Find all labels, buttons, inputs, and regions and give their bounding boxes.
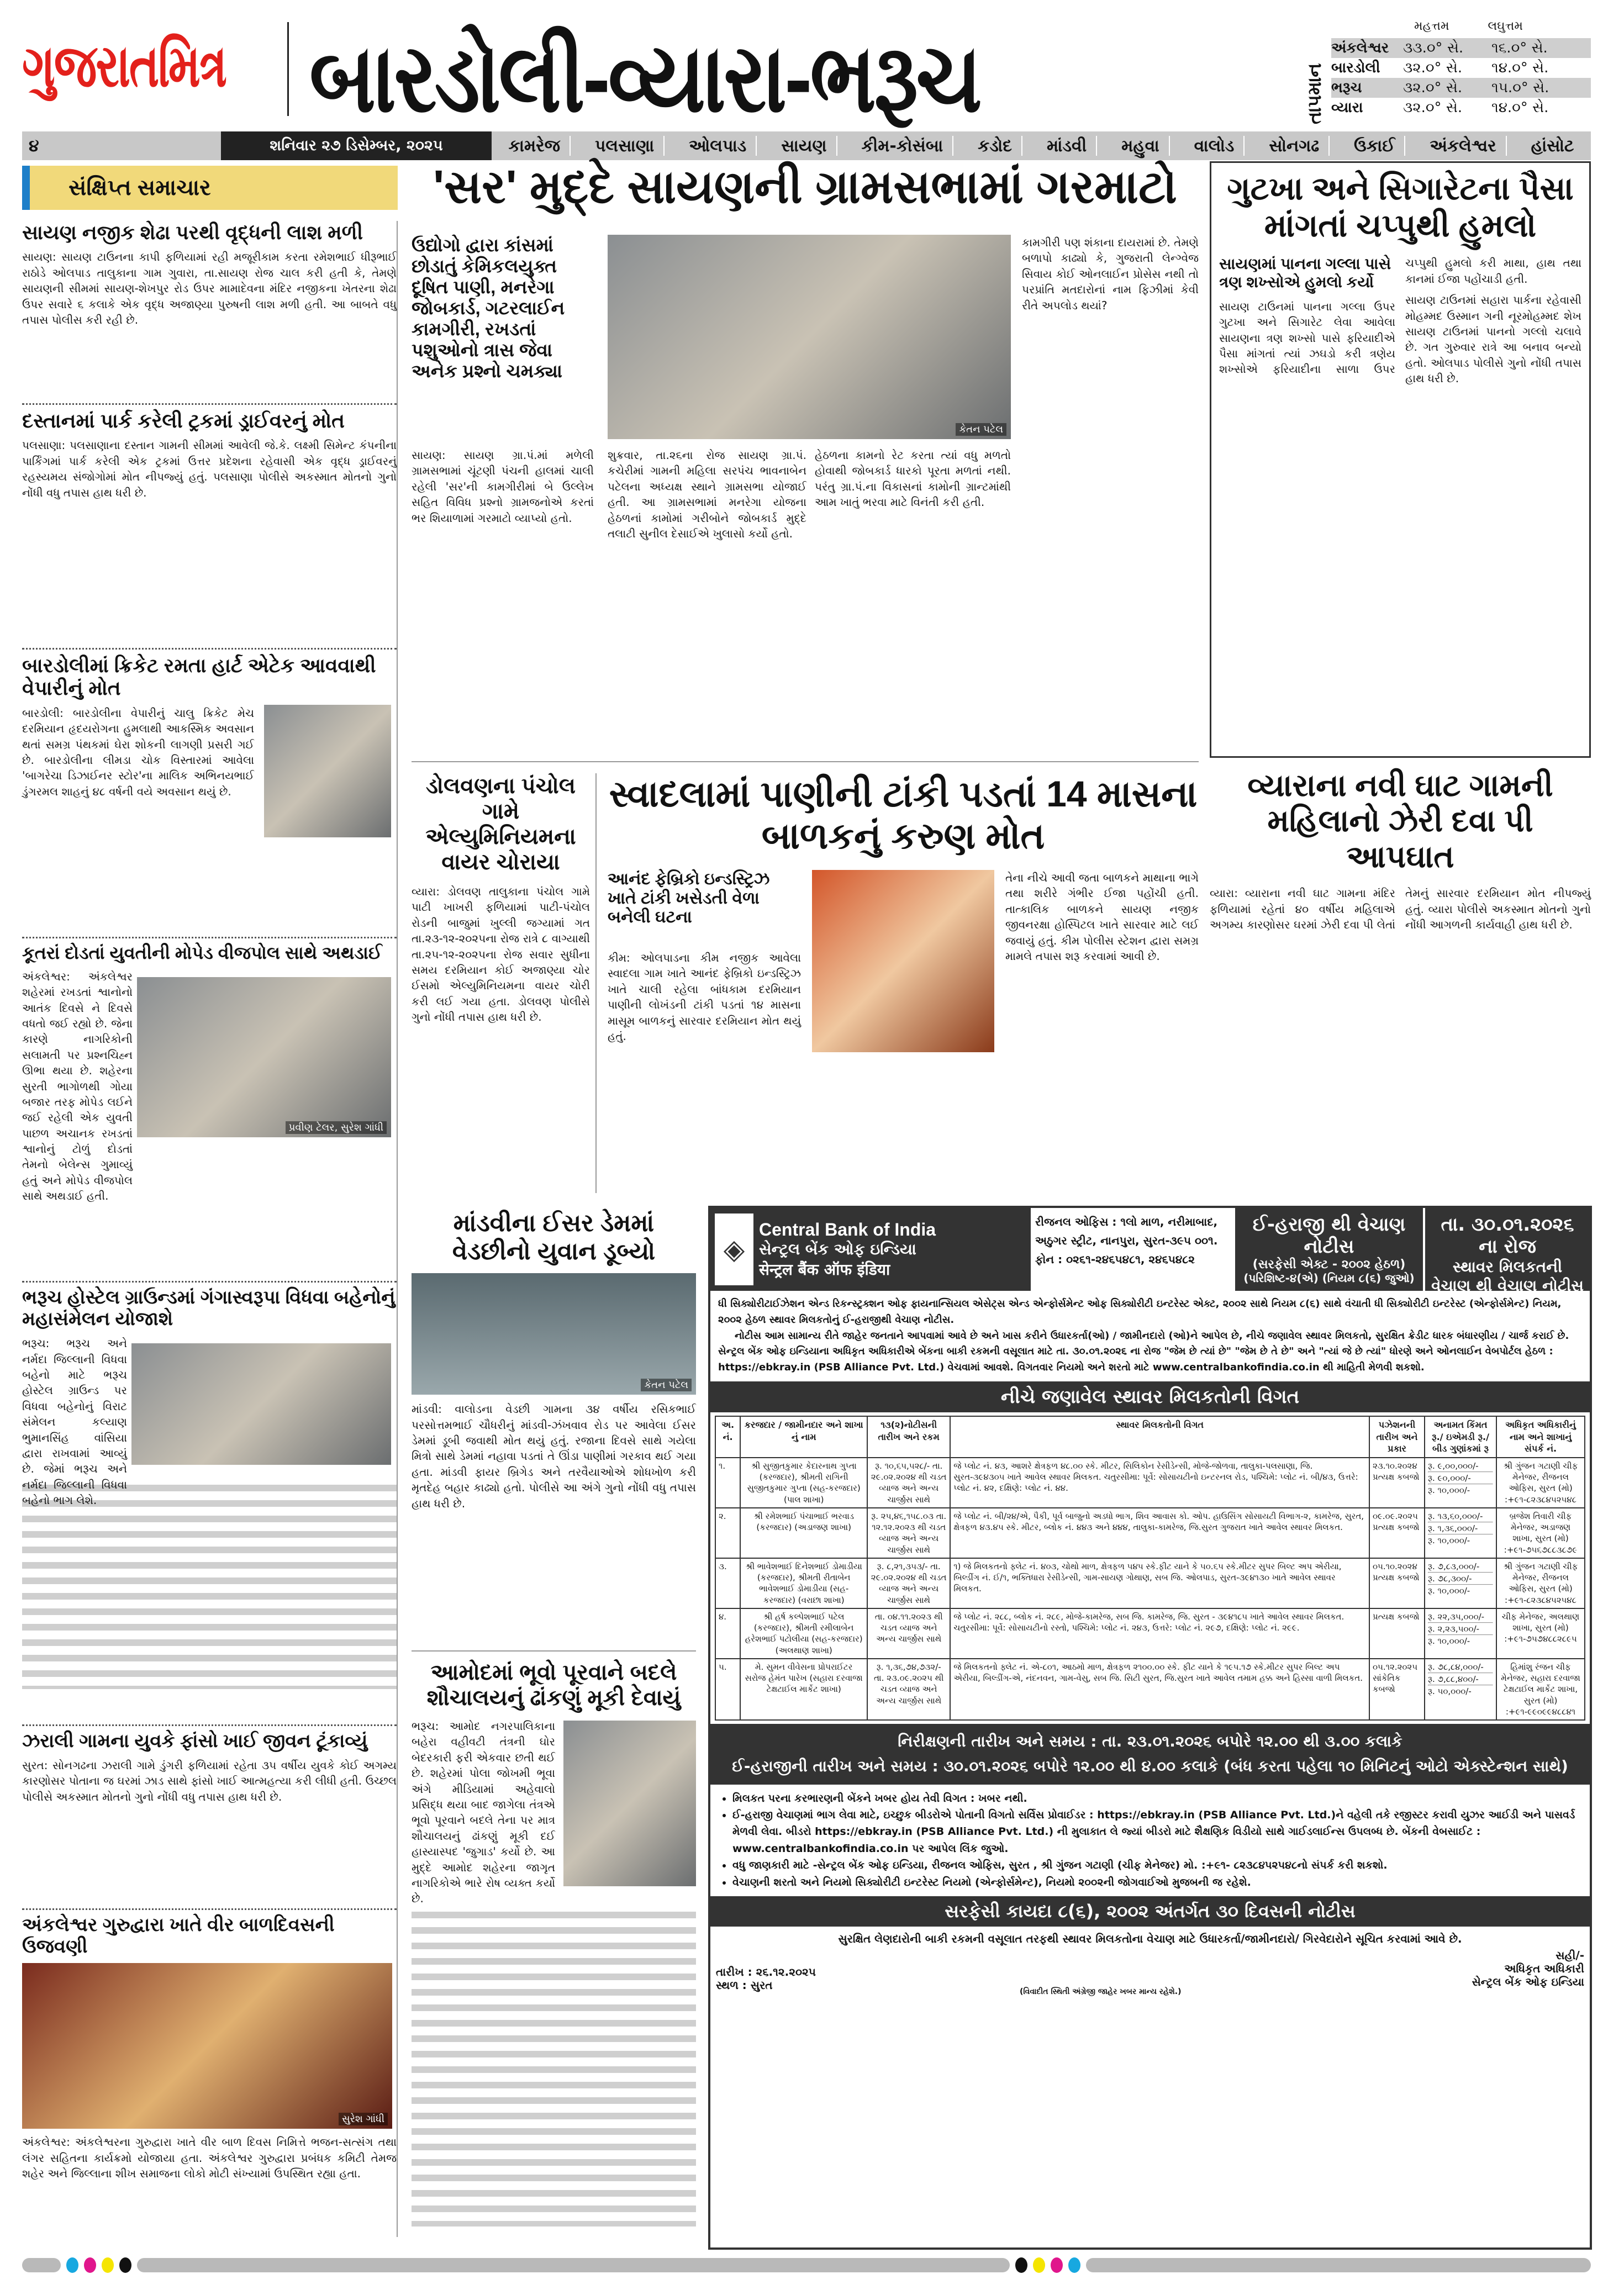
column-header: અ. નં.	[715, 1416, 740, 1458]
gutkha-story	[1210, 161, 1591, 758]
person-photo	[264, 705, 391, 837]
news-photo	[131, 1343, 391, 1465]
min-temp: ૧૪.૦° સે.	[1491, 59, 1549, 76]
headline: ડોલવણના પંચોલ ગામે એલ્યુમિનિયમના વાયર ચોરાયા	[425, 774, 576, 874]
edition-title: બારડોલી-વ્યારા-ભરૂચ	[309, 24, 980, 131]
min-temp: ૧૪.૦° સે.	[1491, 99, 1549, 116]
dolvan-story: ડોલવણના પંચોલ ગામે એલ્યુમિનિયમના વાયર ચોરાયા વ્યારા: ડોલવણ તાલુકાના પંચોલ ગામે પાટી ખાખરી ફળિયામાં પાટી-પંચોલ રોડની બાજુમાં ખુલ્લી જગ્યામાં ગત તા.૨૩-૧૨-૨૦૨૫ના રોજ રાત્રે ૮ વાગ્યાથી તા.૨૫-૧૨-૨૦૨૫ના રોજ સવાર સુધીના સમય દરમિયાન કોઈ અજાણ્યા ચોર ઈસમો એલ્યુમિનિયમના વાયર ચોરી કરી લઈ ગયા હતા. ડોલવણ પોલીસે ગુનો નોંધી તપાસ હાથ ધરી છે.	[412, 773, 597, 1193]
registration-marks	[22, 2256, 1591, 2274]
notice-bullet: • વેચાણની શરતો અને નિયમો સિક્યોરીટી ઇન્ટરેસ્ટ નિયમો (એન્ફોર્સમેન્ટ), નિયમો ૨૦૦૨ની જોગવાઈઓ મુજબની જ રહેશે.	[732, 1874, 1582, 1891]
column-header: અધિકૃત અધિકારીનું નામ અને શાખાનું સંપર્ક નં.	[1496, 1416, 1585, 1458]
nav-item[interactable]: અંકલેશ્વર	[1420, 136, 1506, 156]
weather-row	[1331, 38, 1591, 58]
brief-item: કૂતરાં દોડતાં યુવતીની મોપેડ વીજપોલ સાથે અથડાઈ પ્રવીણ ટેલર, સુરેશ ગાંધી અંકલેશ્વર: અંકલેશ્વર શહેરમાં રખડતાં શ્વાનોનો આતંક દિવસે ને દિવસે વધતો જઈ રહ્યો છે. જેના કારણે નાગરિકોની સલામતી પર પ્રશ્નચિહ્ન ઊભા થયા છે. શહેરના સુરતી ભાગોળથી ગોયા બજાર તરફ મોપેડ લઈને જઈ રહેલી એક યુવતી પાછળ અચાનક રખડતાં શ્વાનોનું ટોળું દોડતાં તેમનો બેલેન્સ ગુમાવ્યું હતું અને મોપેડ વીજપોલ સાથે અથડાઈ હતી.	[22, 938, 397, 1281]
brief-item: ઝરાલી ગામના યુવકે ફાંસો ખાઈ જીવન ટૂંકાવ્યું સુરત: સોનગઢના ઝરાલી ગામે ડુંગરી ફળિયામાં રહેતા ૩૫ વર્ષીય યુવકે કોઈ અગમ્ય કારણોસર પોતાના જ ઘરમાં ઝાડ સાથે ફાંસો ખાઈ આત્મહત્યા કરી લીધી હતી. ઉચ્છલ પોલીસે અકસ્માત મોતનો ગુનો નોંધી વધુ તપાસ હાથ ધરી છે.	[22, 1730, 397, 1803]
headline: વ્યારાના નવી ઘાટ ગામની મહિલાનો ઝેરી દવા પી આપઘાત	[1247, 768, 1553, 874]
nav-item[interactable]: પલસાણા	[586, 136, 665, 156]
swadla-story: સ્વાદલામાં પાણીની ટાંકી પડતાં 14 માસના બાળકનું કરુણ મોત આનંદ ફેબ્રિકો ઇન્ડસ્ટ્રિઝ ખાતે ટાંકી ખસેડતી વેળા બનેલી ઘટના કીમ: ઓલપાડના કીમ નજીક આવેલા સ્વાદલા ગામ ખાતે આનંદ ફેબ્રિકો ઇન્ડસ્ટ્રિઝ ખાતે ચાલી રહેલા બાંધકામ દરમિયાન પાણીની લોખંડની ટાંકી પડતાં ૧૪ માસના માસૂમ બાળકનું સારવાર દરમિયાન મોત થયું હતું. તેના નીચે આવી જતા બાળકને માથાના ભાગે તથા શરીરે ગંભીર ઈજા પહોંચી હતી. તાત્કાલિક બાળકને સાયણ નજીક જીવનરક્ષા હોસ્પિટલ ખાતે સારવાર માટે લઈ જવાયું હતું. કીમ પોલીસ સ્ટેશન દ્વારા સમગ્ર મામલે તપાસ શરૂ કરવામાં આવી છે.	[608, 773, 1199, 1193]
column-header: ૧૩(૨)નોટીસની તારીખ અને રકમ	[867, 1416, 950, 1458]
notice-bullet: • મિલકત પરના કરભારણની બેંકને ખબર હોય તેવી વિગત : ખબર નથી.	[732, 1790, 1582, 1807]
column-header: કરજદાર / જામીનદાર અને શાખા નું નામ	[740, 1416, 867, 1458]
city: બારડોલી	[1331, 59, 1380, 76]
table-row: ૧. શ્રી સુજીતકુમાર કેદારનાથ ગુપ્તા (કરજદાર), શ્રીમતી રાગિની સુજીતકુમાર ગુપ્તા (સહ-કરજદાર) (પાલ શાખા) રૂ. ૧૦,૬૫,૫૨૮/- તા. ૨૯.૦૨.૨૦૨૪ થી ચડત વ્યાજ અને અન્ય ચાર્જીસ સાથે જે પ્લોટ નં. ૪૩, આશરે ક્ષેત્રફળ ૪૮.૦૦ સ્કે. મીટર, સિલિકોન રેસીડેન્સી, મોજે-જોળવા, તાલુકા-પલસાણા, જિ. સુરત-૩૯૪૩૦૫ ખાતે આવેલ સ્થાવર મિલકત. ચતુરસીમા: પૂર્વે: સોસાયટીનો ઇન્ટરનલ રોડ, પશ્ચિમે: પ્લોટ નં. બી/૪૩, ઉત્તરે: પ્લોટ નં. ૪૨, દક્ષિણે: પ્લોટ નં. ૪૪. ૨૩.૧૦.૨૦૨૪ પ્રત્યક્ષ કબજો રૂ. ૯,૦૦,૦૦૦/- રૂ. ૯૦,૦૦૦/- રૂ. ૧૦,૦૦૦/- શ્રી ગુંજન ગટાણી ચીફ મેનેજર, રીજનલ ઓફિસ, સુરત (મો) :+૯૧-૮૨૩૮૪૫૨૫૪૮	[715, 1458, 1585, 1508]
min-temp: ૧૫.૦° સે.	[1491, 79, 1549, 96]
column-header: સ્થાવર મિલકતોની વિગત	[950, 1416, 1369, 1458]
weather-label: તાપમાન	[1304, 63, 1326, 125]
nav-item[interactable]: સાયણ	[772, 136, 837, 156]
deck: આનંદ ફેબ્રિકો ઇન્ડસ્ટ્રિઝ ખાતે ટાંકી ખસેડતી વેળા બનેલી ઘટના	[608, 870, 770, 926]
child-photo	[812, 870, 994, 1052]
property-table	[715, 1416, 1585, 1721]
min-temp: ૧૬.૦° સે.	[1491, 39, 1548, 56]
news-photo: પ્રવીણ ટેલર, સુરેશ ગાંધી	[137, 977, 391, 1137]
dam-photo: કેતન પટેલ	[412, 1273, 696, 1395]
nav-item[interactable]: કામરેજ	[499, 136, 571, 156]
min-label: લઘુત્તમ	[1488, 19, 1523, 33]
bank-auction-notice: ◈ Central Bank of India સેન્ટ્રલ બેંક ઓફ ઇન્ડિયા सेन्ट्रल बैंक ऑफ इंडिया રીજનલ ઓફિસ : ૧લો માળ, નરીમાબાદ, અઠુગર સ્ટ્રીટ, નાનપુરા, સુરત-૩૯૫ ૦૦૧. ફોન : ૦૨૬૧-૨૪૬૫૪૮૧, ૨૪૬૫૪૮૨ ઈ-હરાજી થી વેચાણ નોટીસ (સરફેસી એક્ટ - ૨૦૦૨ હેઠળ) (પરિશિષ્ટ-૪(એ) (નિયમ ૮(૬) જુઓ) તા. ૩૦.૦૧.૨૦૨૬ ના રોજ સ્થાવર મિલકતની વેચાણ થી વેચાણ નોટીસ ધી સિક્યોરીટાઈઝેશન એન્ડ રિકન્સ્ટ્રક્શન ઓફ ફાયનાન્સિયલ એસેટ્સ એન્ડ એન્ફોર્સમેન્ટ ઓફ સિક્યોરીટી ઇન્ટરેસ્ટ એક્ટ, ૨૦૦૨ સાથે નિયમ ૮(૬) સાથે વંચાતી ધી સિક્યોરીટી ઇન્ટરેસ્ટ (એન્ફોર્સમેન્ટ) નિયમ, ૨૦૦૨ હેઠળ સ્થાવર મિલકતોનું ઈ-હરાજીથી વેચાણ નોટીસ. નોટીસ આમ સામાન્ય રીતે જાહેર જનતાને આપવામાં આવે છે અને ખાસ કરીને ઉધારકર્તા(ઓ) / જામીનદારો (ઓ)ને આપેલ છે, નીચે જણાવેલ સ્થાવર મિલકતો, સુરક્ષિત ક્રેડીટ ધારક બંધારણીય / ચાર્જ કરાઈ છે. સેન્ટ્રલ બેંક ઓફ ઇન્ડિયાના અધિકૃત અધિકારીએ બેંકના બાકી રકમની વસૂલાત માટે તા. ૩૦.૦૧.૨૦૨૬ ના રોજ "જેમ છે ત્યાં છે" "જેમ છે તે છે" અને "ત્યાં જે છે ત્યાં" ધોરણે અને ઓનલાઈન વેબપોર્ટલ હેઠળ : https://ebkray.in (PSB Alliance Pvt. Ltd.) વેચવામાં આવશે. વિગતવાર નિયમો અને શરતો માટે www.centralbankofindia.co.in થી માહિતી મેળવી શકશો. નીચે જણાવેલ સ્થાવર મિલકતોની વિગત અ. નં. કરજદાર / જામીનદાર અને શાખા નું નામ ૧૩(૨)નોટીસની તારીખ અને રકમ સ્થાવર મિલકતોની વિગત પઝેશનની તારીખ અને પ્રકાર અનામત કિંમત રૂ./ ઇએમડી રૂ./ બીડ ગુણાંકમાં રૂ અધિકૃત અધિકારીનું નામ અને શાખાનું સંપર્ક નં. ૧. શ્રી સુજીતકુમાર કેદારનાથ ગુપ્તા (કરજદાર), શ્રીમતી રાગિની સુજીતકુમાર ગુપ્તા (સહ-કરજદાર) (પાલ શાખા) રૂ. ૧૦,૬૫,૫૨૮/- તા. ૨૯.૦૨.૨૦૨૪ થી ચડત વ્યાજ અને અન્ય ચાર્જીસ સાથે જે પ્લોટ નં. ૪૩, આશરે ક્ષેત્રફળ ૪૮.૦૦ સ્કે. મીટર, સિલિકોન રેસીડેન્સી, મોજે-જોળવા, તાલુકા-પલસાણા, જિ. સુરત-૩૯૪૩૦૫ ખાતે આવેલ સ્થાવર મિલકત. ચતુરસીમા: પૂર્વે: સોસાયટીનો ઇન્ટરનલ રોડ, પશ્ચિમે: પ્લોટ નં. બી/૪૩, ઉત્તરે: પ્લોટ નં. ૪૨, દક્ષિણે: પ્લોટ નં. ૪૪. ૨૩.૧૦.૨૦૨૪ પ્રત્યક્ષ કબજો રૂ. ૯,૦૦,૦૦૦/- રૂ. ૯૦,૦૦૦/- રૂ. ૧૦,૦૦૦/- શ્રી ગુંજન ગટાણી ચીફ મેનેજર, રીજનલ ઓફિસ, સુરત (મો) :+૯૧-૮૨૩૮૪૫૨૫૪૮ ૨. શ્રી રમેશભાઈ પંચાભાઈ ભરવાડ (કરજદાર) (અડાજણ શાખા) રૂ. ૨૫,૪૬,૧૫૮.૦૩ તા. ૧૨.૧૨.૨૦૨૩ થી ચડત વ્યાજ અને અન્ય ચાર્જીસ સાથે જે પ્લોટ નં. બી/૨૪/એ, પૈકી, પૂર્વ બાજુનો અડધો ભાગ, શિવ આવાસ કો. ઓપ. હાઉસિંગ સોસાયટી વિભાગ-૨, કામરેજ, સુરત, ક્ષેત્રફળ ૪૩.૪૫ સ્કે. મીટર, બ્લોક નં. ૪૪૩ અને ૪૪૪, તાલુકા-કામરેજ, જિ.સુરત ગુજરાત ખાતે આવેલ સ્થાવર મિલકત. ૦૯.૦૯.૨૦૨૫ પ્રત્યક્ષ કબજો રૂ. ૧૩,૬૦,૦૦૦/- રૂ. ૧,૩૬,૦૦૦/- રૂ. ૧૦,૦૦૦/- બ્રજેશ તિવારી ચીફ મેનેજર, અડાજણ શાખા, સુરત (મો) :+૯૧-૭૫૬૭૮૮૩૮૭૯ ૩. શ્રી ભાવેશભાઈ દિનેશભાઈ ડોમાડીયા (કરજદાર), શ્રીમતી રીતાબેન ભાવેશભાઈ ડોમાડીયા (સહ-કરજદાર) (વરાછા શાખા) રૂ. ૮,૨૧,૩૫૩/- તા. ૨૯.૦૨.૨૦૨૪ થી ચડત વ્યાજ અને અન્ય ચાર્જીસ સાથે ૧) જે મિલકતનો ફ્લેટ નં. ૪૦૩, ચોથો માળ, ક્ષેત્રફળ ૫૪૫ સ્કે.ફીટ યાને કે ૫૦.૬૫ સ્કે.મીટર સુપર બિલ્ટ અપ એરીયા, બિલ્ડીંગ નં. ઈ/૧, ભક્તિધારા રેસીડેન્સી, ગામ-સાયણ ગોથાણ, સબ જિ. ઓલપાડ, સુરત-૩૯૪૧૩૦ ખાતે આવેલ સ્થાવર મિલકત. ૦૫.૧૦.૨૦૨૪ પ્રત્યક્ષ કબજો રૂ. ૭,૮૩,૦૦૦/- રૂ. ૭૮,૩૦૦/- રૂ. ૧૦,૦૦૦/- શ્રી ગુંજન ગટાણી ચીફ મેનેજર, રીજનલ ઓફિસ, સુરત (મો) :+૯૧-૮૨૩૮૪૫૨૫૪૮ ૪. શ્રી હર્ષ કલ્પેશભાઈ પટેલ (કરજદાર), શ્રીમતી રમીલાબેન હરેશભાઈ પટોલીયા (સહ-કરજદાર) (અલથાણ શાખા) તા. ૦૪.૧૧.૨૦૨૩ થી ચડત વ્યાજ અને અન્ય ચાર્જીસ સાથે જે પ્લોટ નં. ૨૮૮, બ્લોક નં. ૨૮૯, મોજે-કામરેજ, સબ જિ. કામરેજ, જિ. સુરત - ૩૯૪૧૮૫ ખાતે આવેલ સ્થાવર મિલકત. ચતુરસીમા: પૂર્વે: સોસાયટીનો રસ્તો, પશ્ચિમે: પ્લોટ નં. ૨૪૩, ઉત્તરે: પ્લોટ નં. ૨૯૭, દક્ષિણે: પ્લોટ નં. ૨૯૯. પ્રત્યક્ષ કબજો રૂ. ૨૨,૩૫,૦૦૦/- રૂ. ૨,૨૩,૫૦૦/- રૂ. ૧૦,૦૦૦/- ચીફ મેનેજર, અલથાણ શાખા, સુરત (મો) :+૯૧-૭૫૭૪૮૮૨૮૯૫ ૫. મે. સુમન વીવેસના પ્રોપરાઈટર સરોજ હેમંત પારેખ (સહારા દરવાજા ટેક્ષટાઈલ માર્કેટ શાખા) રૂ. ૧,૩૬,૭૪,૭૩૨/- તા. ૨૩.૦૯.૨૦૨૫ થી ચડત વ્યાજ અને અન્ય ચાર્જીસ સાથે જે મિલકતનો ફ્લેટ નં. એ-૮૦૧, આઠમો માળ, ક્ષેત્રફળ ૨૧૦૦.૦૦ સ્કે. ફીટ યાને કે ૧૯૫.૧૭ સ્કે.મીટર સુપર બિલ્ટ અપ એરીયા, બિલ્ડીંગ-એ, નંદનવન, ગામ-વેસુ, સબ જિ. સિટી સુરત, જિ.સુરત ખાતે આવેલ તમામ હક્ક અને હિસ્સા વાળી મિલકત. ૦૫.૧૨.૨૦૨૫ સાંકેતિક કબજો રૂ. ૭૮,૮૪,૦૦૦/- રૂ. ૭,૮૮,૪૦૦/- રૂ. ૫૦,૦૦૦/- હિમાંશુ રંજન ચીફ મેનેજર, સહારા દરવાજા ટેક્ષટાઈલ માર્કેટ શાખા, સુરત (મો) :+૯૧-૯૯૦૯૯૪૮૮૪૧ નિરીક્ષણની તારીખ અને સમય : તા. ૨૩.૦૧.૨૦૨૬ બપોરે ૧૨.૦૦ થી ૩.૦૦ કલાકે ઈ-હરાજીની તારીખ અને સમય : ૩૦.૦૧.૨૦૨૬ બપોરે ૧૨.૦૦ થી ૪.૦૦ કલાકે (બંધ કરતા પહેલા ૧૦ મિનિટનું ઓટો એક્સ્ટેન્શન સાથે) • મિલકત પરના કરભારણની બેંકને ખબર હોય તેવી વિગત : ખબર નથી. • ઈ-હરાજી વેચાણમાં ભાગ લેવા માટે, ઇચ્છુક બીડરોએ પોતાની વિગતો સર્વિસ પ્રોવાઈડર : https://ebkray.in (PSB Alliance Pvt. Ltd.)ને વહેલી તકે રજીસ્ટર કરાવી યુઝર આઈડી અને પાસવર્ડ મેળવી લેવા. બીડરો https://ebkray.in (PSB Alliance Pvt. Ltd.) ની મુલાકાત લે જ્યાં બીડરો માટે શૈક્ષણિક વિડીયો સાથે ગાઈડલાઈન્સ ઉપલબ્ધ છે. બેંકની વેબસાઈટ : www.centralbankofindia.co.in પર આપેલ લિંક જુઓ. • વધુ જાણકારી માટે -સેન્ટ્રલ બેંક ઓફ ઇન્ડિયા, રીજનલ ઓફિસ, સુરત , શ્રી ગુંજન ગટાણી (ચીફ મેનેજર) મો. :+૯૧- ૮૨૩૮૪૫૨૫૪૮નો સંપર્ક કરી શકશો. • વેચાણની શરતો અને નિયમો સિક્યોરીટી ઇન્ટરેસ્ટ નિયમો (એન્ફોર્સમેન્ટ), નિયમો ૨૦૦૨ની જોગવાઈઓ મુજબની જ રહેશે. સરફેસી કાયદા ૮(૬), ૨૦૦૨ અંતર્ગત ૩૦ દિવસની નોટીસ સુરક્ષિત લેણદારોની બાકી રકમની વસૂલાત તરફથી સ્થાવર મિલકતોના વેચાણ માટે ઉધારકર્તા/જામીનદારો/ ગિરવેદારોને સૂચિત કરવામાં આવે છે. તારીખ : ૨૬.૧૨.૨૦૨૫ સ્થળ : સુરત (વિવાદીત સ્થિતી અંગ્રેજી જાહેર ખબર માન્ય રહેશે.) સહી/- અધિકૃત અધિકારી સેન્ટ્રલ બેંક ઓફ ઇન્ડિયા	[708, 1206, 1592, 2250]
gram-sabha-photo: કેતન પટેલ	[608, 235, 1011, 439]
deck: ઉદ્યોગો દ્વારા કાંસમાં છોડાતું કેમિકલયુક્ત દૂષિત પાણી, મનરેગા જોબકાર્ડ, ગટરલાઈન કામગીરી, રખડતાં પશુઓનો ત્રાસ જેવા અનેક પ્રશ્નો ચમક્યા	[412, 235, 565, 381]
notice-bullet: • વધુ જાણકારી માટે -સેન્ટ્રલ બેંક ઓફ ઇન્ડિયા, રીજનલ ઓફિસ, સુરત , શ્રી ગુંજન ગટાણી (ચીફ મેનેજર) મો. :+૯૧- ૮૨૩૮૪૫૨૫૪૮નો સંપર્ક કરી શકશો.	[732, 1857, 1582, 1874]
max-temp: ૩૨.૦° સે.	[1403, 79, 1463, 96]
brief-item: સાયણ નજીક શેઢા પરથી વૃદ્ધની લાશ મળી સાયણ: સાયણ ટાઉનના કાપી ફળિયામાં રહી મજૂરીકામ કરતા રમેશભાઈ ધીરૂભાઈ રાઠોડે ઓલપાડ તાલુકાના ગામ ગુવારા, તા.સાયણ રોજ ચાલ કરી હતી કે, તેમણે સાયણની સીમમાં સાયણ-શેખપુર રોડ ઉપર મામાદેવના મંદિર નજીકના ખેતરના શેઢા ઉપર સવારે ૬ કલાકે એક વૃદ્ધ અજાણ્યા પુરુષની લાશ મળી હતી. આ બાબતે વધુ તપાસ પોલીસ કરી રહી છે.	[22, 221, 397, 326]
headline: ગુટખા અને સિગારેટના પૈસા માંગતાં ચપ્પુથી હુમલો	[1227, 171, 1574, 244]
nav-item[interactable]: મહુવા	[1112, 136, 1170, 156]
headline: આમોદમાં ભૂવો પૂરવાને બદલે શૌચાલયનું ઢાંકણું મૂકી દેવાયું	[426, 1660, 681, 1710]
nav-item[interactable]: હાંસોટ	[1531, 136, 1574, 156]
nav-item[interactable]: માંડવી	[1037, 136, 1097, 156]
brief-item: અંકલેશ્વર ગુરુદ્વારા ખાતે વીર બાળદિવસની ઉજવણી સુરેશ ગાંધી અંકલેશ્વર: અંકલેશ્વરના ગુરુદ્વારા ખાતે વીર બાળ દિવસ નિમિત્તે ભજન-સત્સંગ તથા લંગર સહિતના કાર્યક્રમો યોજાયા હતા. અંકલેશ્વર ગુરુદ્વારા પ્રબંધક કમિટી તેમજ શહેર અને જિલ્લાના શીખ સમાજના લોકો મોટી સંખ્યામાં ઉપસ્થિત રહ્યા હતા.	[22, 1914, 397, 2180]
section-nav	[22, 131, 1591, 160]
briefs-column	[22, 221, 398, 2237]
bank-logo-icon: ◈	[715, 1213, 753, 1285]
nav-item[interactable]: વાલોડ	[1185, 136, 1245, 156]
city: વ્યારા	[1331, 99, 1363, 116]
city: અંકલેશ્વર	[1331, 39, 1389, 56]
column-header: પઝેશનની તારીખ અને પ્રકાર	[1369, 1416, 1425, 1458]
max-label: મહત્તમ	[1414, 19, 1449, 33]
weather-row	[1331, 98, 1591, 118]
headline: સ્વાદલામાં પાણીની ટાંકી પડતાં 14 માસના બાળકનું કરુણ મોત	[609, 773, 1198, 856]
weather-row	[1331, 78, 1591, 98]
paragraph: સાયણ ટાઉનમાં સહારા પાર્કના રહેવાસી મોહમ્મદ ઉસ્માન ગની નૂરમોહમ્મદ શેખ સાયણ ટાઉનમાં પાનનો ગલ્લો ચલાવે છે. ગત ગુરુવાર રાત્રે આ બનાવ બન્યો હતો. ઓલપાડ પોલીસે ગુનો નોંધી તપાસ હાથ ધરી છે.	[1405, 293, 1581, 386]
main-story: 'સર' મુદ્દે સાયણની ગ્રામસભામાં ગરમાટો ઉદ્યોગો દ્વારા કાંસમાં છોડાતું કેમિકલયુક્ત દૂષિત પાણી, મનરેગા જોબકાર્ડ, ગટરલાઈન કામગીરી, રખડતાં પશુઓનો ત્રાસ જેવા અનેક પ્રશ્નો ચમક્યા કેતન પટેલ કામગીરી પણ શંકાના દાયરામાં છે. તેમણે બળાપો કાઢ્યો કે, ગુજરાતી લેન્ગ્વેજ સિવાય કોઈ ઓનલાઈન પ્રોસેસ નથી તો પરપ્રાંતિ મતદારોનાં નામ ફિઝીમાં કેવી રીતે અપલોડ થયાં? સાયણ: સાયણ ગ્રા.પં.માં મળેલી ગ્રામસભામાં ચૂંટણી પંચની હાલમાં ચાલી રહેલી 'સર'ની કામગીરીમાં બે ઉલ્લેખ સહિત વિવિધ પ્રશ્નો ગ્રામજનોએ કરતાં ભર શિયાળામાં ગરમાટો વ્યાપ્યો હતો. શુક્રવાર, તા.૨૬ના રોજ સાયણ ગ્રા.પં. કચેરીમાં ગામની મહિલા સરપંચ ભાવનાબેન પટેલના અધ્યક્ષ સ્થાને ગ્રામસભા યોજાઈ હતી. આ ગ્રામસભામાં મનરેગા યોજના હેઠળનાં કામોમાં ગરીબોને જોબકાર્ડ મુદ્દે તલાટી સુનીલ દેસાઈએ ખુલાસો કર્યો હતો. હેઠળના કામનો રેટ કરતા ત્યાં વધુ મળતો હોવાથી જોબકાર્ડ ધારકો પૂરતા મળતાં નથી. પરંતુ ગ્રા.પં.ના વિકાસનાં કામોની ગ્રાન્ટમાંથી આમ ખાતું ભરવા માટે વિનંતી કરી હતી.	[412, 160, 1199, 762]
max-temp: ૩૨.૦° સે.	[1403, 99, 1463, 116]
bank-brand: ◈ Central Bank of India સેન્ટ્રલ બેંક ઓફ ઇન્ડિયા सेन्ट्रल बैंक ऑफ इंडिया	[710, 1208, 1031, 1291]
briefs-heading: સંક્ષિપ્ત સમાચાર	[22, 166, 398, 210]
issue-date: શનિવાર ૨૭ ડિસેમ્બર, ૨૦૨૫	[221, 131, 492, 160]
divider	[287, 22, 289, 116]
brief-item: ભરૂચ હોસ્ટેલ ગ્રાઉન્ડમાં ગંગાસ્વરૂપા વિધવા બહેનોનું મહાસંમેલન યોજાશે ભરૂચ: ભરૂચ અને નર્મદા જિલ્લાની વિધવા બહેનો માટે ભરૂચ હોસ્ટેલ ગ્રાઉન્ડ પર વિધવા બહેનોનું વિરાટ સંમેલન કલ્યાણ ભુમાનસિંહ વાંસિયા દ્વારા રાખવામાં આવ્યું છે. જેમાં ભરૂચ અને નર્મદા જિલ્લાની વિધવા બહેનો ભાગ લેશે.	[22, 1283, 397, 1724]
notice-bullet: • ઈ-હરાજી વેચાણમાં ભાગ લેવા માટે, ઇચ્છુક બીડરોએ પોતાની વિગતો સર્વિસ પ્રોવાઈડર : https://ebkray.in (PSB Alliance Pvt. Ltd.)ને વહેલી તકે રજીસ્ટર કરાવી યુઝર આઈડી અને પાસવર્ડ મેળવી લેવા. બીડરો https://ebkray.in (PSB Alliance Pvt. Ltd.) ની મુલાકાત લે જ્યાં બીડરો માટે શૈક્ષણિક વિડીયો સાથે ગાઈડલાઈન્સ ઉપલબ્ધ છે. બેંકની વેબસાઈટ : www.centralbankofindia.co.in પર આપેલ લિંક જુઓ.	[732, 1807, 1582, 1857]
headline: 'સર' મુદ્દે સાયણની ગ્રામસભામાં ગરમાટો	[433, 161, 1177, 213]
headline: માંડવીના ઈસર ડેમમાં વેડછીનો યુવાન ડૂબ્યો	[452, 1210, 656, 1265]
brief-item: દસ્તાનમાં પાર્ક કરેલી ટ્રકમાં ડ્રાઈવરનું મોત પલસાણા: પલસાણાના દસ્તાન ગામની સીમમાં આવેલી જે.કે. લક્ષ્મી સિમેન્ટ કંપનીના પાર્કિંગમાં પાર્ક કરેલી એક ટ્રકમાં ઉત્તર પ્રદેશના રહેવાસી એક વૃદ્ધ ડ્રાઈવરનું રહસ્યમય સંજોગોમાં મોત નીપજ્યું હતું. પલસાણા પોલીસે અકસ્માત મોતનો ગુનો નોંધી વધુ તપાસ હાથ ધરી છે.	[22, 409, 397, 499]
table-row: ૨. શ્રી રમેશભાઈ પંચાભાઈ ભરવાડ (કરજદાર) (અડાજણ શાખા) રૂ. ૨૫,૪૬,૧૫૮.૦૩ તા. ૧૨.૧૨.૨૦૨૩ થી ચડત વ્યાજ અને અન્ય ચાર્જીસ સાથે જે પ્લોટ નં. બી/૨૪/એ, પૈકી, પૂર્વ બાજુનો અડધો ભાગ, શિવ આવાસ કો. ઓપ. હાઉસિંગ સોસાયટી વિભાગ-૨, કામરેજ, સુરત, ક્ષેત્રફળ ૪૩.૪૫ સ્કે. મીટર, બ્લોક નં. ૪૪૩ અને ૪૪૪, તાલુકા-કામરેજ, જિ.સુરત ગુજરાત ખાતે આવેલ સ્થાવર મિલકત. ૦૯.૦૯.૨૦૨૫ પ્રત્યક્ષ કબજો રૂ. ૧૩,૬૦,૦૦૦/- રૂ. ૧,૩૬,૦૦૦/- રૂ. ૧૦,૦૦૦/- બ્રજેશ તિવારી ચીફ મેનેજર, અડાજણ શાખા, સુરત (મો) :+૯૧-૭૫૬૭૮૮૩૮૭૯	[715, 1508, 1585, 1558]
table-row: ૪. શ્રી હર્ષ કલ્પેશભાઈ પટેલ (કરજદાર), શ્રીમતી રમીલાબેન હરેશભાઈ પટોલીયા (સહ-કરજદાર) (અલથાણ શાખા) તા. ૦૪.૧૧.૨૦૨૩ થી ચડત વ્યાજ અને અન્ય ચાર્જીસ સાથે જે પ્લોટ નં. ૨૮૮, બ્લોક નં. ૨૮૯, મોજે-કામરેજ, સબ જિ. કામરેજ, જિ. સુરત - ૩૯૪૧૮૫ ખાતે આવેલ સ્થાવર મિલકત. ચતુરસીમા: પૂર્વે: સોસાયટીનો રસ્તો, પશ્ચિમે: પ્લોટ નં. ૨૪૩, ઉત્તરે: પ્લોટ નં. ૨૯૭, દક્ષિણે: પ્લોટ નં. ૨૯૯. પ્રત્યક્ષ કબજો રૂ. ૨૨,૩૫,૦૦૦/- રૂ. ૨,૨૩,૫૦૦/- રૂ. ૧૦,૦૦૦/- ચીફ મેનેજર, અલથાણ શાખા, સુરત (મો) :+૯૧-૭૫૭૪૮૮૨૮૯૫	[715, 1608, 1585, 1659]
column-header: અનામત કિંમત રૂ./ ઇએમડી રૂ./ બીડ ગુણાંકમાં રૂ	[1425, 1416, 1496, 1458]
newspaper-logo: ગુજરાતમિત્ર	[22, 34, 226, 99]
pothole-photo	[563, 1721, 696, 1886]
event-photo: સુરેશ ગાંધી	[22, 1963, 392, 2129]
nav-item[interactable]: ઓલપાડ	[679, 136, 757, 156]
max-temp: ૩૨.૦° સે.	[1403, 59, 1463, 76]
city: ભરૂચ	[1331, 79, 1362, 96]
story-body	[1219, 255, 1581, 708]
mandvi-story: માંડવીના ઈસર ડેમમાં વેડછીનો યુવાન ડૂબ્યો કેતન પટેલ માંડવી: વાલોડના વેડછી ગામના ૩૪ વર્ષીય રસિકભાઈ પરસોત્તમભાઈ ચૌધરીનું માંડવી-ઝંખવાવ રોડ પર આવેલા ઈસર ડેમમાં ડૂબી જવાથી મોત થયું હતું. રજાના દિવસે સાથે ગયેલા મિત્રો સાથે ડેમમાં નહાવા પડતાં તે ઊંડા પાણીમાં ગરકાવ થઈ ગયા હતા. માંડવી ફાયર બ્રિગેડ અને તરવૈયાઓએ શોધખોળ કરી મૃતદેહ બહાર કાઢ્યો હતો. પોલીસે આ અંગે ગુનો નોંધી વધુ તપાસ હાથ ધરી છે.	[412, 1210, 696, 1652]
weather-row	[1331, 58, 1591, 78]
page-number: ૪	[29, 136, 39, 156]
nav-item[interactable]: કીમ-કોસંબા	[852, 136, 953, 156]
brief-item: બારડોલીમાં ક્રિકેટ રમતા હાર્ટ એટેક આવવાથી વેપારીનું મોત બારડોલી: બારડોલીના વેપારીનું ચાલુ ક્રિકેટ મેચ દરમિયાન હૃદયરોગના હુમલાથી આકસ્મિક અવસાન થતાં સમગ્ર પંથકમાં ઘેરા શોકની લાગણી પ્રસરી ગઈ છે. બારડોલીના લીમડા ચોક વિસ્તારમાં આવેલા 'બાગરેચા ડિઝાઈનર સ્ટોર'ના માલિક અભિનયભાઈ ડુંગરમલ શાહનું ૪૮ વર્ષની વયે અવસાન થયું છે.	[22, 650, 397, 937]
table-row: ૫. મે. સુમન વીવેસના પ્રોપરાઈટર સરોજ હેમંત પારેખ (સહારા દરવાજા ટેક્ષટાઈલ માર્કેટ શાખા) રૂ. ૧,૩૬,૭૪,૭૩૨/- તા. ૨૩.૦૯.૨૦૨૫ થી ચડત વ્યાજ અને અન્ય ચાર્જીસ સાથે જે મિલકતનો ફ્લેટ નં. એ-૮૦૧, આઠમો માળ, ક્ષેત્રફળ ૨૧૦૦.૦૦ સ્કે. ફીટ યાને કે ૧૯૫.૧૭ સ્કે.મીટર સુપર બિલ્ટ અપ એરીયા, બિલ્ડીંગ-એ, નંદનવન, ગામ-વેસુ, સબ જિ. સિટી સુરત, જિ.સુરત ખાતે આવેલ તમામ હક્ક અને હિસ્સા વાળી મિલકત. ૦૫.૧૨.૨૦૨૫ સાંકેતિક કબજો રૂ. ૭૮,૮૪,૦૦૦/- રૂ. ૭,૮૮,૪૦૦/- રૂ. ૫૦,૦૦૦/- હિમાંશુ રંજન ચીફ મેનેજર, સહારા દરવાજા ટેક્ષટાઈલ માર્કેટ શાખા, સુરત (મો) :+૯૧-૯૯૦૯૯૪૮૮૪૧	[715, 1659, 1585, 1720]
vyara-story: વ્યારાના નવી ઘાટ ગામની મહિલાનો ઝેરી દવા પી આપઘાત વ્યારા: વ્યારાના નવી ઘાટ ગામના મંદિર ફળિયામાં રહેતાં ૪૦ વર્ષીય મહિલાએ અગમ્ય કારણોસર ઘરમાં ઝેરી દવા પી લેતાં તેમનું સારવાર દરમિયાન મોત નીપજ્યું હતું. વ્યારા પોલીસે અકસ્માત મોતનો ગુનો નોંધી આગળની કાર્યવાહી હાથ ધરી છે.	[1210, 768, 1591, 931]
paragraph: સાયણ ટાઉનમાં પાનના ગલ્લા ઉપર ગુટખા અને સિગારેટ લેવા આવેલા સાયણના ત્રણ શખ્સો પાસે ફરિયાદીએ પૈસા માંગતાં ત્યાં ઝઘડો કરી ત્રણેય શખ્સોએ ફરિયાદીના સાળા ઉપર ચપ્પુથી હુમલો કરી માથા, હાથ તથા કાનમાં ઈજા પહોંચાડી હતી.	[1219, 256, 1581, 376]
table-row: ૩. શ્રી ભાવેશભાઈ દિનેશભાઈ ડોમાડીયા (કરજદાર), શ્રીમતી રીતાબેન ભાવેશભાઈ ડોમાડીયા (સહ-કરજદાર) (વરાછા શાખા) રૂ. ૮,૨૧,૩૫૩/- તા. ૨૯.૦૨.૨૦૨૪ થી ચડત વ્યાજ અને અન્ય ચાર્જીસ સાથે ૧) જે મિલકતનો ફ્લેટ નં. ૪૦૩, ચોથો માળ, ક્ષેત્રફળ ૫૪૫ સ્કે.ફીટ યાને કે ૫૦.૬૫ સ્કે.મીટર સુપર બિલ્ટ અપ એરીયા, બિલ્ડીંગ નં. ઈ/૧, ભક્તિધારા રેસીડેન્સી, ગામ-સાયણ ગોથાણ, સબ જિ. ઓલપાડ, સુરત-૩૯૪૧૩૦ ખાતે આવેલ સ્થાવર મિલકત. ૦૫.૧૦.૨૦૨૪ પ્રત્યક્ષ કબજો રૂ. ૭,૮૩,૦૦૦/- રૂ. ૭૮,૩૦૦/- રૂ. ૧૦,૦૦૦/- શ્રી ગુંજન ગટાણી ચીફ મેનેજર, રીજનલ ઓફિસ, સુરત (મો) :+૯૧-૮૨૩૮૪૫૨૫૪૮	[715, 1558, 1585, 1608]
nav-item[interactable]: ઉકાઈ	[1344, 136, 1405, 156]
nav-item[interactable]: કડોદ	[968, 136, 1022, 156]
amod-story: આમોદમાં ભૂવો પૂરવાને બદલે શૌચાલયનું ઢાંકણું મૂકી દેવાયું ભરૂચ: આમોદ નગરપાલિકાના બહેરા વહીવટી તંત્રની ઘોર બેદરકારી ફરી એકવાર છતી થઈ છે. શહેરમાં પોલા જોખમી ભૂવા અંગે મીડિયામાં અહેવાલો પ્રસિદ્ધ થયા બાદ જાગેલા તંત્રએ ભૂવો પૂરવાને બદલે તેના પર માત્ર શૌચાલયનું ઢાંકણું મૂકી દઈ હાસ્યાસ્પદ 'જુગાડ' કર્યો છે. આ મુદ્દે આમોદ શહેરના જાગૃત નાગરિકોએ ભારે રોષ વ્યક્ત કર્યો છે.	[412, 1660, 696, 2240]
deck: સાયણમાં પાનના ગલ્લા પાસે ત્રણ શખ્સોએ હુમલો કર્યો	[1219, 255, 1391, 291]
nav-item[interactable]: સોનગઢ	[1259, 136, 1330, 156]
weather-box	[1304, 19, 1591, 125]
bank-address: રીજનલ ઓફિસ : ૧લો માળ, નરીમાબાદ, અઠુગર સ્ટ્રીટ, નાનપુરા, સુરત-૩૯૫ ૦૦૧. ફોન : ૦૨૬૧-૨૪૬૫૪૮૧, ૨૪૬૫૪૮૨	[1035, 1215, 1218, 1266]
max-temp: ૩૩.૦° સે.	[1403, 39, 1464, 56]
